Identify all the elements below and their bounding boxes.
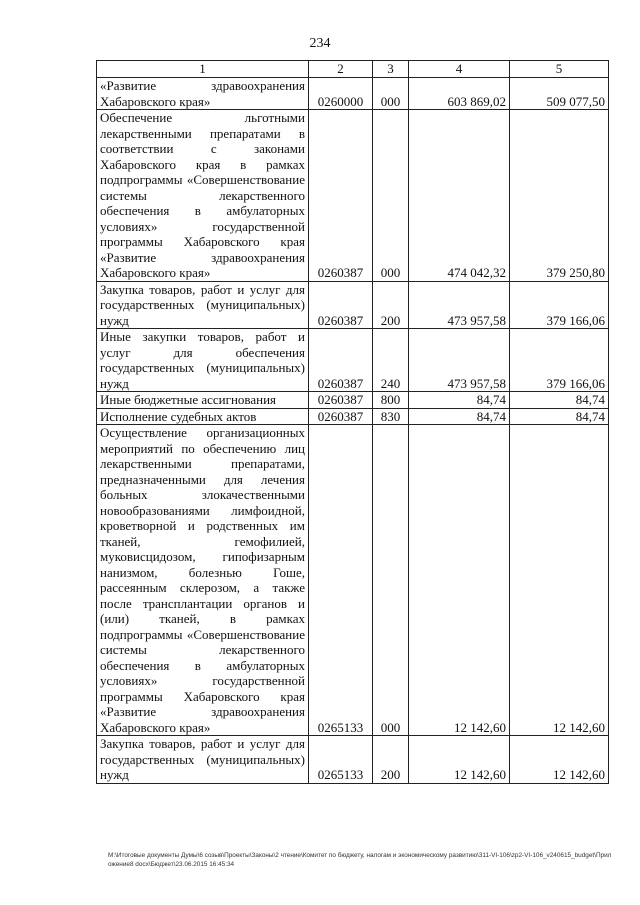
expense-type: 000 xyxy=(373,425,409,736)
amount-col4: 12 142,60 xyxy=(409,425,510,736)
expense-type: 200 xyxy=(373,281,409,329)
amount-col5: 12 142,60 xyxy=(510,425,609,736)
amount-col4: 603 869,02 xyxy=(409,78,510,110)
expense-type: 000 xyxy=(373,110,409,282)
target-code: 0260387 xyxy=(309,281,373,329)
target-code: 0260387 xyxy=(309,110,373,282)
row-name: «Развитие здравоохранения Хабаровского края» xyxy=(97,78,309,110)
table-header-row xyxy=(97,61,609,78)
table-row xyxy=(97,736,609,784)
amount-col4: 473 957,58 xyxy=(409,329,510,392)
target-code: 0260000 xyxy=(309,78,373,110)
amount-col4: 84,74 xyxy=(409,392,510,409)
target-code: 0260387 xyxy=(309,329,373,392)
table-row xyxy=(97,329,609,392)
row-name: Иные закупки товаров, работ и услуг для обеспечения государственных (муниципальных) нужд xyxy=(97,329,309,392)
amount-col4: 12 142,60 xyxy=(409,736,510,784)
table-row xyxy=(97,392,609,409)
table-row xyxy=(97,408,609,425)
row-name: Закупка товаров, работ и услуг для государственных (муниципальных) нужд xyxy=(97,736,309,784)
page-number: 234 xyxy=(309,36,331,51)
row-name: Иные бюджетные ассигнования xyxy=(97,392,309,409)
amount-col5: 12 142,60 xyxy=(510,736,609,784)
table-row xyxy=(97,78,609,110)
amount-col5: 84,74 xyxy=(510,392,609,409)
row-name: Осуществление организационных мероприятий по обеспечению лиц лекарственными препаратами, предназначенными для лечения больных злокачественными новообразованиями лимфоидной, кроветворной и родственных им тканей, гемофилией, муковисцидозом, гипофизарным нанизмом, болезнью Гоше, рассеянным склерозом, а также после трансплантации органов и (или) тканей, в рамках подпрограммы «Совершенствование системы лекарственного обеспечения в амбулаторных условиях» государственной программы Хабаровского края «Развитие здравоохранения Хабаровского края» xyxy=(97,425,309,736)
expense-type: 240 xyxy=(373,329,409,392)
amount-col5: 84,74 xyxy=(510,408,609,425)
row-name: Закупка товаров, работ и услуг для государственных (муниципальных) нужд xyxy=(97,281,309,329)
column-header: 4 xyxy=(409,61,510,78)
column-header: 5 xyxy=(510,61,609,78)
table-row xyxy=(97,110,609,282)
amount-col4: 474 042,32 xyxy=(409,110,510,282)
amount-col4: 473 957,58 xyxy=(409,281,510,329)
amount-col4: 84,74 xyxy=(409,408,510,425)
budget-table xyxy=(96,60,609,784)
expense-type: 000 xyxy=(373,78,409,110)
target-code: 0260387 xyxy=(309,408,373,425)
table-row xyxy=(97,425,609,736)
row-name: Исполнение судебных актов xyxy=(97,408,309,425)
file-path-footer: M:\Итоговые документы Думы\6 созыв\Проекты\Законы\2 чтение\Комитет по бюджету, налогам и экономическому развитию\311-VI-106\zp2-VI-106_v240615_budget\Приложение8 docx\Бюджет\23.06.2015 16:45:34 xyxy=(108,852,612,868)
amount-col5: 379 166,06 xyxy=(510,281,609,329)
target-code: 0260387 xyxy=(309,392,373,409)
amount-col5: 379 250,80 xyxy=(510,110,609,282)
amount-col5: 509 077,50 xyxy=(510,78,609,110)
column-header: 2 xyxy=(309,61,373,78)
table-row xyxy=(97,281,609,329)
column-header: 3 xyxy=(373,61,409,78)
expense-type: 800 xyxy=(373,392,409,409)
column-header: 1 xyxy=(97,61,309,78)
target-code: 0265133 xyxy=(309,736,373,784)
target-code: 0265133 xyxy=(309,425,373,736)
expense-type: 830 xyxy=(373,408,409,425)
amount-col5: 379 166,06 xyxy=(510,329,609,392)
row-name: Обеспечение льготными лекарственными препаратами в соответствии с законами Хабаровского края в рамках подпрограммы «Совершенствование системы лекарственного обеспечения в амбулаторных условиях» государственной программы Хабаровского края «Развитие здравоохранения Хабаровского края» xyxy=(97,110,309,282)
expense-type: 200 xyxy=(373,736,409,784)
